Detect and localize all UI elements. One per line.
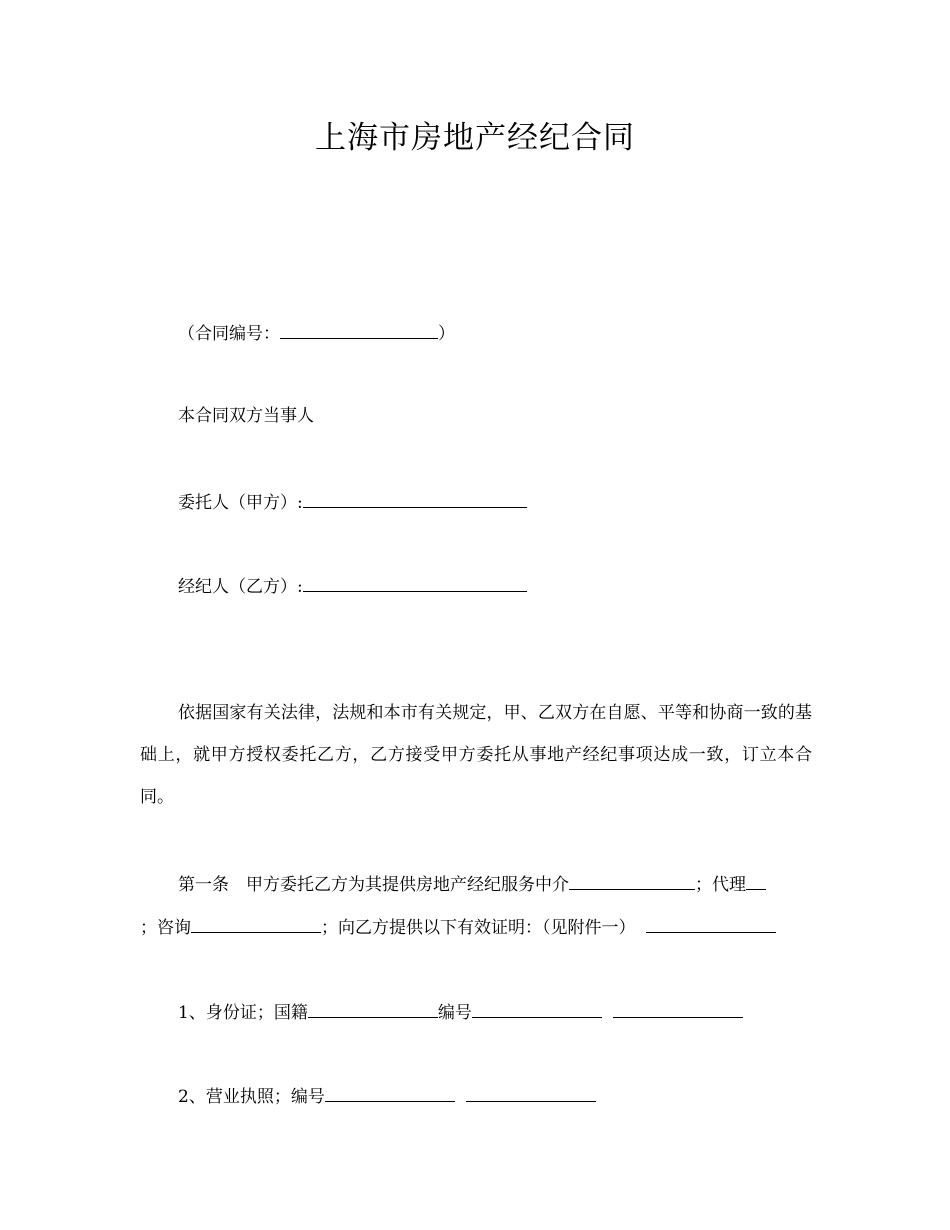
item2-line bbox=[178, 1084, 596, 1108]
parties-heading: 本合同双方当事人 bbox=[178, 406, 314, 426]
broker-label: 经纪人（乙方）: bbox=[178, 577, 303, 597]
contract-number-close: ） bbox=[438, 324, 455, 344]
item1-line bbox=[178, 1000, 743, 1024]
item2-label: 2、营业执照；编号 bbox=[178, 1087, 325, 1107]
document-title: 上海市房地产经纪合同 bbox=[315, 120, 635, 156]
article1-text: 第一条 甲方委托乙方为其提供房地产经纪服务中介 bbox=[178, 875, 569, 895]
nationality-blank[interactable] bbox=[308, 1000, 438, 1018]
article1-agency-label: ；代理 bbox=[695, 875, 746, 895]
contract-number-label: （合同编号： bbox=[178, 324, 280, 344]
preamble-paragraph: 依据国家有关法律，法规和本市有关规定，甲、乙双方在自愿、平等和协商一致的基础上，就甲方授权委托乙方，乙方接受甲方委托从事地产经纪事项达成一致，订立本合同。 bbox=[140, 703, 812, 807]
id-number-blank[interactable] bbox=[472, 1000, 602, 1018]
contract-number-line bbox=[178, 321, 455, 345]
article1-line1 bbox=[178, 872, 766, 896]
article1-line2 bbox=[140, 915, 776, 939]
agency-blank[interactable] bbox=[746, 872, 766, 890]
license-extra-blank[interactable] bbox=[466, 1084, 596, 1102]
item1-label: 1、身份证；国籍 bbox=[178, 1003, 308, 1023]
contract-number-blank[interactable] bbox=[280, 321, 438, 339]
article1-consult-label: ；咨询 bbox=[140, 918, 191, 938]
broker-line bbox=[178, 574, 527, 598]
principal-line bbox=[178, 490, 527, 514]
proof-blank[interactable] bbox=[646, 915, 776, 933]
principal-label: 委托人（甲方）: bbox=[178, 493, 303, 513]
id-extra-blank[interactable] bbox=[613, 1000, 743, 1018]
principal-blank[interactable] bbox=[303, 490, 527, 508]
article1-proof-label: ；向乙方提供以下有效证明：（见附件一） bbox=[321, 918, 636, 938]
license-number-blank[interactable] bbox=[325, 1084, 455, 1102]
intermediary-blank[interactable] bbox=[569, 872, 695, 890]
broker-blank[interactable] bbox=[303, 574, 527, 592]
consult-blank[interactable] bbox=[191, 915, 321, 933]
item1-number-label: 编号 bbox=[437, 1003, 472, 1023]
